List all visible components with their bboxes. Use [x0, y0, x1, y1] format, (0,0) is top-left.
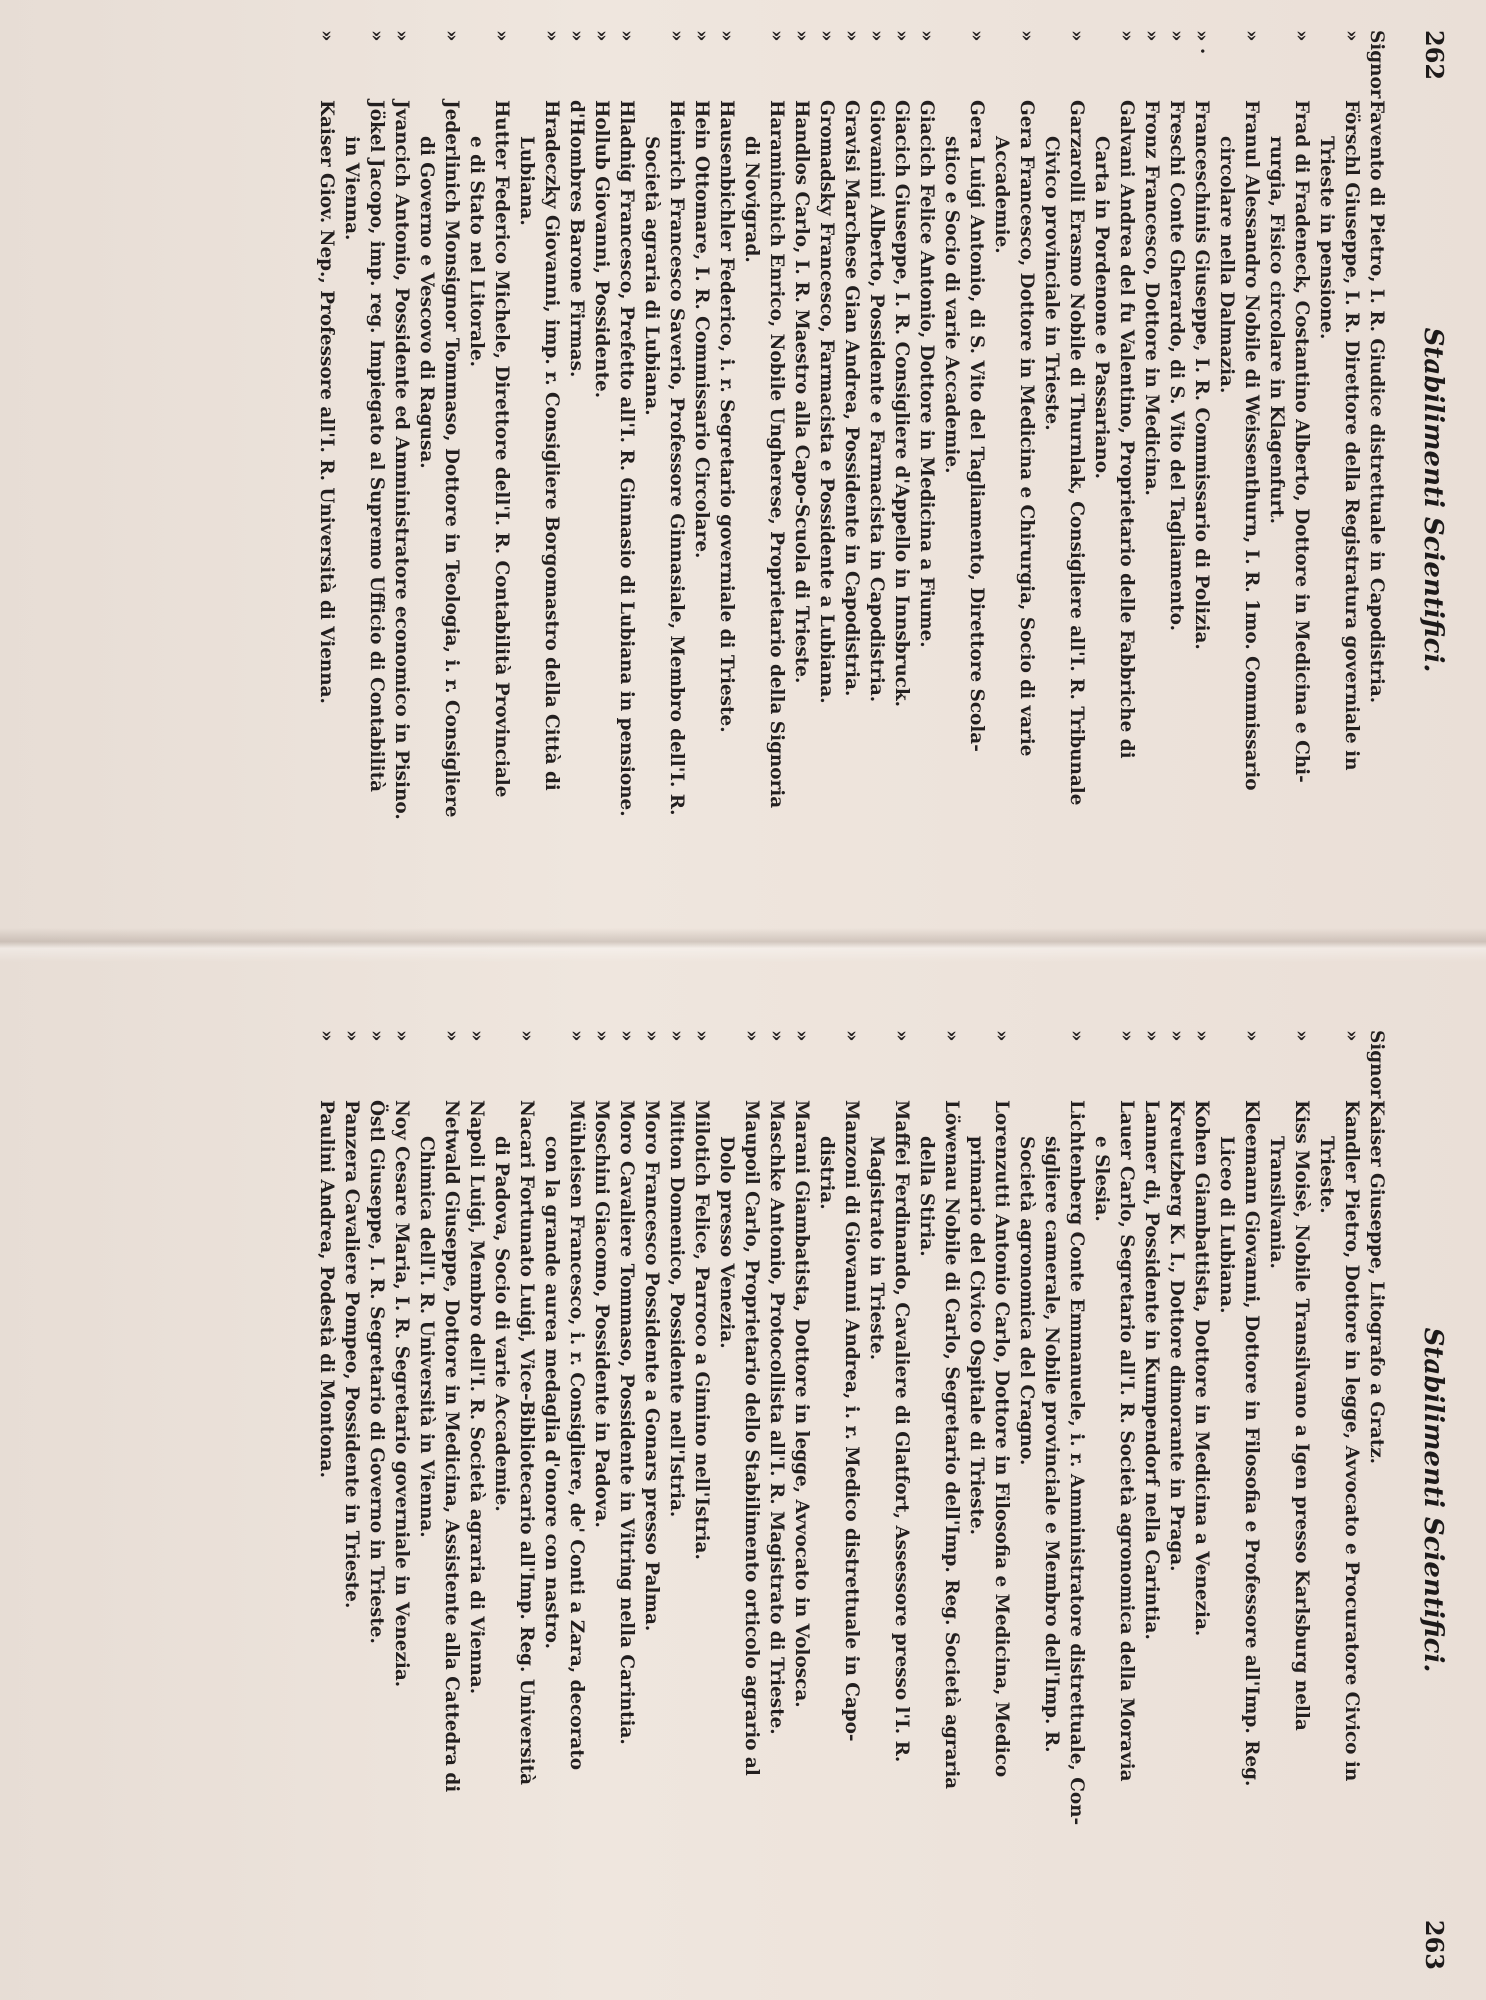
entry-continuation: Liceo di Lubiana.: [1216, 1136, 1237, 1314]
entry-prefix: Signor: [1366, 1030, 1387, 1099]
entry-text: Jvancich Antonio, Possidente ed Amministratore economico in Pisino.: [391, 100, 412, 820]
entry-prefix: »: [1016, 30, 1037, 42]
entry-continuation: Carta in Pordenone e Passariano.: [1091, 136, 1112, 480]
entry-continuation: primario del Civico Ospitale di Trieste.: [966, 1136, 987, 1536]
list-entry: [1364, 30, 1389, 970]
entry-prefix: »: [941, 1030, 962, 1042]
entry-text: Löwenau Nobile di Carlo, Segretario dell'Imp. Reg. Società agraria: [941, 1100, 962, 1790]
entry-continuation: in Vienna.: [341, 136, 362, 241]
entry-prefix: »: [766, 30, 787, 42]
entry-prefix: »: [716, 30, 737, 42]
entry-prefix: »: [966, 30, 987, 42]
entry-text: Lanner di, Possidente in Kumpendorf nella Carintia.: [1141, 1100, 1162, 1640]
entry-prefix: »: [816, 30, 837, 42]
entry-text: Lauer Carlo, Segretario all'I. R. Società agronomica della Moravia: [1116, 1100, 1137, 1782]
page-263-content: [23, 1030, 1463, 1970]
entry-text: Förschl Giuseppe, I. R. Direttore della Registratura governiale in: [1341, 100, 1362, 771]
entry-prefix: »: [1241, 30, 1262, 42]
entry-text: Hein Ottomare, I. R. Commissario Circolare.: [691, 100, 712, 559]
entry-text: Kiss Moisè, Nobile Transilvano a Igen presso Karlsburg nella: [1291, 1100, 1312, 1731]
entry-text: Giovanini Alberto, Possidente e Farmacista in Capodistria.: [866, 100, 887, 703]
entry-prefix: »: [1116, 1030, 1137, 1042]
entry-text: Fronz Francesco, Dottore in Medicina.: [1141, 100, 1162, 496]
list-entry: [1039, 30, 1089, 970]
entry-text: Marani Giambatista, Dottore in legge, Avvocato in Volosca.: [791, 1100, 812, 1708]
entry-text: Gera Francesco, Dottore in Medicina e Chirurgia, Socio di varie: [1016, 100, 1037, 757]
entry-text: Franul Alessandro Nobile di Weissenthurn, I. R. 1mo. Commissario: [1241, 100, 1262, 791]
entry-text: Hutter Federico Michele, Direttore dell'I. R. Contabilità Provinciale: [491, 100, 512, 798]
entry-prefix: »: [441, 1030, 462, 1042]
entry-prefix: » ·: [1191, 30, 1212, 55]
entry-continuation: Civico provinciale in Trieste.: [1041, 136, 1062, 431]
entry-text: Noy Cesare Maria, I. R. Segretario governiale in Venezia.: [391, 1100, 412, 1688]
entry-prefix: »: [1291, 30, 1312, 42]
entry-text: Panzera Cavaliere Pompeo, Possidente in Trieste.: [341, 1100, 362, 1609]
entry-prefix: »: [616, 30, 637, 42]
list-entry: [814, 30, 839, 970]
list-entry: [1014, 1030, 1089, 1970]
running-title: Stabilimenti Scientifici.: [1418, 1327, 1448, 1673]
list-entry: [789, 30, 814, 970]
entry-prefix: »: [391, 30, 412, 42]
entry-prefix: Signor: [1366, 30, 1387, 99]
entry-prefix: »: [841, 1030, 862, 1042]
entry-prefix: »: [1166, 1030, 1187, 1042]
list-entry: [364, 1030, 389, 1970]
entry-prefix: »: [916, 30, 937, 42]
list-entry: [389, 30, 414, 970]
entry-prefix: »: [641, 1030, 662, 1042]
list-entry: [464, 1030, 489, 1970]
entry-continuation: di Governo e Vescovo di Ragusa.: [416, 136, 437, 469]
entry-continuation: di Novigrad.: [741, 136, 762, 263]
entry-text: Gromadsky Francesco, Farmacista e Possidente a Lubiana.: [816, 100, 837, 704]
entry-prefix: »: [1141, 30, 1162, 42]
entry-text: Lichtenberg Conte Emmanuele, i. r. Amministratore distrettuale, Con-: [1066, 1100, 1087, 1826]
entry-prefix: »: [316, 1030, 337, 1042]
entry-text: Heinrich Francesco Saverio, Professore Ginnasiale, Membro dell'I. R.: [666, 100, 687, 816]
list-entry: [1264, 1030, 1314, 1970]
entry-text: Hausenbichler Federico, i. r. Segretario governiale di Trieste.: [716, 100, 737, 733]
entry-text: Gera Luigi Antonio, di S. Vito del Tagliamento, Direttore Scola-: [966, 100, 987, 752]
list-entry: [764, 1030, 789, 1970]
entry-text: Haraminchich Enrico, Nobile Ungherese, Proprietario della Signoria: [766, 100, 787, 809]
list-entry: [339, 30, 389, 970]
entry-text: Östl Giuseppe, I. R. Segretario di Governo in Trieste.: [366, 1100, 387, 1644]
page-header: [1403, 30, 1463, 970]
entry-prefix: »: [891, 1030, 912, 1042]
list-entry: [589, 1030, 614, 1970]
list-entry: [689, 30, 714, 970]
entry-text: Manzoni di Giovanni Andrea, i. r. Medico distrettuale in Capo-: [841, 1100, 862, 1742]
page-number: 263: [1420, 1919, 1449, 1970]
list-entry: [464, 30, 514, 970]
entry-prefix: »: [666, 1030, 687, 1042]
entry-text: Garzarolli Erasmo Nobile di Thurnlak, Consigliere all'I. R. Tribunale: [1066, 100, 1087, 806]
entry-prefix: »: [841, 30, 862, 42]
entry-prefix: »: [1141, 1030, 1162, 1042]
entry-continuation: Società agronomica del Cragno.: [1016, 1136, 1037, 1466]
entry-text: Franceschinis Giuseppe, I. R. Commissario di Polizia.: [1191, 100, 1212, 650]
entry-continuation: di Padova, Socio di varie Accademie.: [491, 1136, 512, 1512]
page-fold: [0, 928, 1486, 962]
list-entry: [314, 1030, 339, 1970]
list-entry: [1189, 1030, 1214, 1970]
list-entry: [339, 1030, 364, 1970]
entry-continuation: e di Stato nel Litorale.: [466, 136, 487, 368]
entry-prefix: »: [1291, 1030, 1312, 1042]
list-entry: [1164, 1030, 1189, 1970]
list-entry: [514, 30, 564, 970]
entry-prefix: »: [691, 30, 712, 42]
list-entry: [989, 30, 1039, 970]
entry-text: Kaiser Giuseppe, Litografo a Gratz.: [1366, 1100, 1387, 1465]
entry-prefix: »: [1116, 30, 1137, 42]
entry-prefix: »: [1066, 30, 1087, 42]
entry-prefix: »: [466, 1030, 487, 1042]
list-entry: [864, 30, 889, 970]
list-entry: [914, 1030, 964, 1970]
list-entry: [639, 30, 689, 970]
entry-text: Galvani Andrea del fu Valentino, Proprietario delle Fabbriche di: [1116, 100, 1137, 759]
entry-continuation: della Stiria.: [916, 1136, 937, 1257]
page-262-content: [23, 30, 1463, 970]
entry-text: Maupoil Carlo, Proprietario dello Stabilimento orticolo agrario al: [741, 1100, 762, 1776]
entry-text: Kaiser Giov. Nep., Professore all'I. R. Università di Vienna.: [316, 100, 337, 704]
entry-prefix: »: [1341, 1030, 1362, 1042]
entry-continuation: Trieste.: [1316, 1136, 1337, 1214]
entry-continuation: Società agraria di Lubiana.: [641, 136, 662, 416]
entry-prefix: »: [1166, 30, 1187, 42]
entry-text: Hollub Giovanni, Possidente.: [591, 100, 612, 399]
entry-continuation: Accademie.: [991, 136, 1012, 254]
list-entry: [414, 1030, 464, 1970]
entry-prefix: »: [741, 1030, 762, 1042]
member-list: [314, 1030, 1389, 1970]
entry-prefix: »: [891, 30, 912, 42]
entry-prefix: »: [1066, 1030, 1087, 1042]
list-entry: [814, 1030, 864, 1970]
list-entry: [564, 30, 589, 970]
entry-text: Hradeczky Giovanni, imp. r. Consigliere Borgomastro della Città di: [541, 100, 562, 791]
list-entry: [864, 1030, 914, 1970]
entry-continuation: con la grande aurea medaglia d'onore con nastro.: [541, 1136, 562, 1650]
list-entry: [939, 30, 989, 970]
entry-text: Gravisi Marchese Gian Andrea, Possidente in Capodistria.: [841, 100, 862, 697]
entry-text: Moro Francesco Possidente a Gonars presso Palma.: [641, 1100, 662, 1632]
entry-continuation: distria.: [816, 1136, 837, 1210]
running-title: Stabilimenti Scientifici.: [1418, 327, 1448, 673]
entry-continuation: Trieste in pensione.: [1316, 136, 1337, 340]
entry-prefix: »: [316, 30, 337, 42]
entry-text: Hladnig Francesco, Prefetto all'I. R. Ginnasio di Lubiana in pensione.: [616, 100, 637, 817]
list-entry: [1214, 1030, 1264, 1970]
entry-prefix: »: [1341, 30, 1362, 42]
list-entry: [1164, 30, 1189, 970]
entry-text: Maschke Antonio, Protocollista all'I. R. Magistrato di Trieste.: [766, 1100, 787, 1735]
entry-text: Kohen Giambattista, Dottore in Medicina a Venezia.: [1191, 1100, 1212, 1637]
list-entry: [539, 1030, 589, 1970]
entry-text: Moschini Giacomo, Possidente in Padova.: [591, 1100, 612, 1528]
list-entry: [1139, 1030, 1164, 1970]
entry-text: Freschi Conte Gherardo, di S. Vito del Tagliamento.: [1166, 100, 1187, 631]
member-list: [314, 30, 1389, 970]
list-entry: [914, 30, 939, 970]
entry-text: Maffei Ferdinando, Cavaliere di Glatfort, Assessore presso l'I. R.: [891, 1100, 912, 1763]
entry-text: d'Hombres Barone Firmas.: [566, 100, 587, 378]
list-entry: [714, 30, 739, 970]
entry-prefix: »: [541, 30, 562, 42]
entry-continuation: Chimica dell'I. R. Università in Vienna.: [416, 1136, 437, 1538]
entry-prefix: »: [391, 1030, 412, 1042]
entry-prefix: »: [341, 1030, 362, 1042]
entry-text: Moro Cavaliere Tommaso, Possidente in Vitring nella Carintia.: [616, 1100, 637, 1745]
list-entry: [639, 1030, 664, 1970]
entry-continuation: Dolo presso Venezia.: [716, 1136, 737, 1349]
entry-text: Frad di Fradeneck, Costantino Alberto, Dottore in Medicina e Chi-: [1291, 100, 1312, 783]
page-header: [1403, 1030, 1463, 1970]
entry-continuation: rurgia, Fisico circolare in Klagenfurt.: [1266, 136, 1287, 525]
entry-prefix: »: [666, 30, 687, 42]
entry-text: Milotich Felice, Parroco a Gimino nell'Istria.: [691, 1100, 712, 1560]
list-entry: [1139, 30, 1164, 970]
entry-prefix: »: [991, 1030, 1012, 1042]
entry-prefix: »: [1191, 1030, 1212, 1042]
list-entry: [314, 30, 339, 970]
list-entry: [664, 1030, 689, 1970]
entry-prefix: »: [691, 1030, 712, 1042]
entry-text: Favento di Pietro, I. R. Giudice distrettuale in Capodistria.: [1366, 100, 1387, 704]
list-entry: [1214, 30, 1264, 970]
entry-continuation: circolare nella Dalmazia.: [1216, 136, 1237, 394]
entry-continuation: sigliere camerale, Nobile provinciale e Membro dell'Imp. R.: [1041, 1136, 1062, 1753]
entry-text: Giacich Felice Antonio, Dottore in Medicina a Fiume.: [916, 100, 937, 648]
list-entry: [1264, 30, 1314, 970]
list-entry: [839, 30, 864, 970]
entry-prefix: »: [366, 1030, 387, 1042]
list-entry: [1089, 1030, 1139, 1970]
list-entry: [1364, 1030, 1389, 1970]
entry-prefix: »: [491, 30, 512, 42]
entry-continuation: Lubiana.: [516, 136, 537, 226]
list-entry: [1314, 30, 1364, 970]
list-entry: [589, 30, 614, 970]
page-number: 262: [1420, 30, 1449, 81]
entry-text: Jederlinich Monsignor Tommaso, Dottore in Teologia, i. r. Consigliere: [441, 100, 462, 818]
entry-text: Paulini Andrea, Podestà di Montona.: [316, 1100, 337, 1478]
list-entry: [389, 1030, 414, 1970]
list-entry: [614, 1030, 639, 1970]
entry-text: Nacari Fortunato Luigi, Vice-Bibliotecario all'Imp. Reg. Università: [516, 1100, 537, 1786]
entry-prefix: »: [791, 30, 812, 42]
list-entry: [489, 1030, 539, 1970]
entry-prefix: »: [591, 30, 612, 42]
entry-prefix: »: [616, 1030, 637, 1042]
entry-prefix: »: [766, 1030, 787, 1042]
list-entry: [789, 1030, 814, 1970]
list-entry: [964, 1030, 1014, 1970]
list-entry: [714, 1030, 764, 1970]
list-entry: [1314, 1030, 1364, 1970]
entry-text: Kleemann Giovanni, Dottore in Filosofia e Professore all'Imp. Reg.: [1241, 1100, 1262, 1787]
entry-text: Mitton Domenico, Possidente nell'Istria.: [666, 1100, 687, 1518]
list-entry: [414, 30, 464, 970]
entry-prefix: »: [1241, 1030, 1262, 1042]
entry-text: Giacich Giuseppe, I. R. Consigliere d'Appello in Innsbruck.: [891, 100, 912, 708]
entry-prefix: »: [566, 1030, 587, 1042]
entry-continuation: stico e Socio di varie Accademie.: [941, 136, 962, 474]
entry-prefix: »: [516, 1030, 537, 1042]
entry-prefix: »: [791, 1030, 812, 1042]
entry-text: Jökel Jacopo, imp. reg. Impiegato al Supremo Ufficio di Contabilità: [366, 100, 387, 792]
entry-continuation: Transilvania.: [1266, 1136, 1287, 1269]
list-entry: [739, 30, 789, 970]
entry-prefix: »: [566, 30, 587, 42]
entry-prefix: »: [866, 30, 887, 42]
list-entry: [614, 30, 639, 970]
entry-text: Kreutzberg K. I., Dottore dimorante in Praga.: [1166, 1100, 1187, 1572]
entry-text: Kandler Pietro, Dottore in legge, Avvocato e Procuratore Civico in: [1341, 1100, 1362, 1782]
entry-text: Netwald Giuseppe, Dottore in Medicina, Assistente alla Cattedra di: [441, 1100, 462, 1793]
entry-prefix: »: [366, 30, 387, 42]
list-entry: [1089, 30, 1139, 970]
entry-continuation: Magistrato in Trieste.: [866, 1136, 887, 1361]
page-263: [0, 1000, 1486, 2000]
entry-text: Handlos Carlo, I. R. Maestro alla Capo-Scuola di Trieste.: [791, 100, 812, 684]
entry-text: Lorenzutti Antonio Carlo, Dottore in Filosofia e Medicina, Medico: [991, 1100, 1012, 1778]
list-entry: [889, 30, 914, 970]
entry-prefix: »: [591, 1030, 612, 1042]
list-entry: [1189, 30, 1214, 970]
list-entry: [689, 1030, 714, 1970]
entry-continuation: e Slesia.: [1091, 1136, 1112, 1222]
entry-text: Napoli Luigi, Membro dell'I. R. Società agraria di Vienna.: [466, 1100, 487, 1695]
entry-text: Mühleisen Francesco, i. r. Consigliere, de' Conti a Zara, decorato: [566, 1100, 587, 1770]
entry-prefix: »: [441, 30, 462, 42]
